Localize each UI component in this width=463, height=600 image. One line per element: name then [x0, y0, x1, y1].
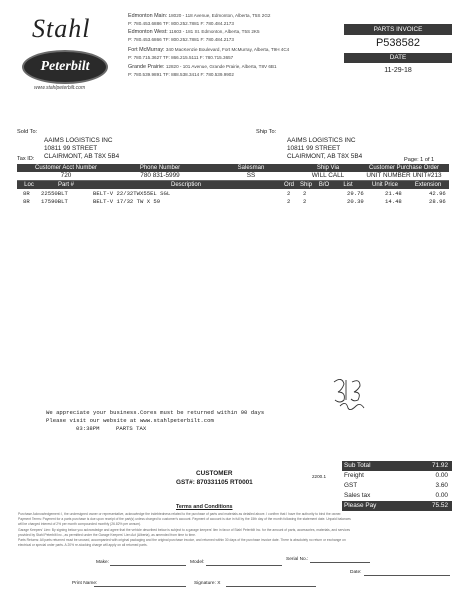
print-name-label: Print Name:	[72, 581, 98, 586]
invoice-date: 11-29-18	[384, 67, 412, 74]
invoice-title: PARTS INVOICE	[344, 24, 452, 35]
phone-value: 780 831-5999	[140, 172, 180, 179]
col-list: List	[343, 182, 353, 188]
company-website: www.stahlpeterbilt.com	[34, 85, 86, 91]
sold-to-label: Sold To:	[17, 129, 38, 135]
customer-label: CUSTOMER	[196, 470, 233, 477]
salesman-value: SS	[246, 172, 256, 179]
signature-line[interactable]	[226, 586, 316, 587]
date-line[interactable]	[364, 575, 450, 576]
col-loc: Loc	[24, 182, 34, 188]
line-item-row: 8R 17590BLT BELT-V 17/32 TW X 59 2 2 20.39 14.48 28.96	[23, 198, 446, 205]
branch-edmonton-west: Edmonton West: 11603 - 181 St. Edmonton, Alberta, T5S 2K5	[128, 29, 260, 35]
subtotal-row: Sub Total 71.92	[342, 461, 452, 471]
customer-acct-header: Customer Acct Number	[34, 165, 98, 171]
freight-row: Freight 0.00	[344, 472, 448, 479]
print-name-line[interactable]	[94, 586, 186, 587]
model-line[interactable]	[206, 565, 282, 566]
handwritten-annotation	[330, 376, 370, 412]
customer-code: 2200.1	[312, 474, 327, 479]
tax-id-label: Tax ID:	[17, 156, 35, 162]
print-time: 03:38PM	[76, 425, 100, 432]
col-bo: B/O	[318, 182, 330, 188]
stahl-logo-text: Stahl	[32, 14, 91, 43]
branch-edmonton-west-phones: P: 780.453.6866 TF: 800.252.7881 F: 780.484.2173	[128, 37, 234, 42]
serial-label: Serial No.:	[286, 557, 309, 562]
terms-text: Purchase Acknowledgement: I, the undersigned owner or representative, acknowledge the indebtedness related to the purchase of parts and materials as detailed above. I confirm that I have the authority to bind the owner. Payment Terms: Payment for a parts purchase is due upon receipt of the part(s) unless charged to customer's account. Payment of account is due in full by the 15th day of the month following the statement date. Unpaid balances will be charged interest of 2% per month compounded monthly (26.82% per annum). Garage Keepers' Lien: By signing below you acknowledge and agree that the vehicle described below is subject to a garage keepers' lien in favor of Stahl Peterbilt Inc. for the amount of parts, accessories, materials, and services provided by Stahl Peterbilt Inc., as permitted under the Garage Keepers' Lien Act (Alberta), as amended from time to time. Parts Returns: All parts returned must be unused, accompanied with original packaging and the original purchase invoice, and returned within 30 days of the purchase invoice date. There is absolutely no return or exchange on electrical or special order parts. A 20% re-stocking charge will apply on all returned parts.	[18, 512, 351, 548]
peterbilt-logo-text: Peterbilt	[40, 59, 90, 74]
ship-to-address: AAIMS LOGISTICS INC 10811 99 STREET CLAIRMONT, AB T8X 5B4	[287, 137, 363, 160]
please-pay-row: Please Pay 75.52	[342, 501, 452, 511]
make-label: Make:	[96, 560, 110, 565]
sold-to-address: AAIMS LOGISTICS INC 10811 99 STREET CLAIRMONT, AB T8X 5B4	[44, 137, 120, 160]
salesman-header: Salesman	[237, 165, 265, 171]
terms-title: Terms and Conditions	[176, 504, 233, 510]
make-line[interactable]	[110, 565, 186, 566]
col-extension: Extension	[414, 182, 442, 188]
serial-line[interactable]	[310, 562, 370, 563]
items-header-bar	[17, 181, 449, 189]
ship-via-value: WILL CALL	[311, 172, 345, 179]
col-ship: Ship	[299, 182, 312, 188]
col-ord: Ord	[283, 182, 294, 188]
peterbilt-logo	[22, 50, 108, 84]
phone-header: Phone Number	[139, 165, 181, 171]
gst-row: GST 3.60	[344, 482, 448, 489]
date-sign-label: Date:	[350, 570, 362, 575]
branch-fort-mcmurray-phones: P: 780.715.3627 TF: 866.215.5111 F: 780.715.3657	[128, 55, 234, 60]
signature-label: Signature: X	[194, 581, 221, 586]
branch-fort-mcmurray: Fort McMurray: 340 MacKenzie Boulevard, Fort McMurray, Alberta, T9H 4C4	[128, 47, 290, 53]
customer-acct-value: 720	[60, 172, 72, 179]
account-values-row	[17, 172, 449, 181]
ship-via-header: Ship Via	[316, 165, 340, 171]
branch-edmonton-main: Edmonton Main: 18020 - 118 Avenue, Edmonton, Alberta, T5S 2G2	[128, 13, 271, 19]
po-header: Customer Purchase Order	[368, 165, 440, 171]
sales-tax-row: Sales tax 0.00	[344, 492, 448, 499]
po-value: UNIT NUMBER UNIT#213	[366, 172, 442, 179]
page-number: Page: 1 of 1	[404, 157, 435, 163]
footer-message: We appreciate your business.Cores must be returned within 90 days Please visit our website at www.stahlpeterbilt.com	[46, 409, 265, 424]
col-part: Part #	[57, 182, 74, 188]
branch-grande-prairie-phones: P: 780.539.9891 TF: 888.538.3414 F: 780.539.9902	[128, 72, 234, 77]
ship-to-label: Ship To:	[256, 129, 277, 135]
col-unit-price: Unit Price	[371, 182, 398, 188]
invoice-number: P538582	[375, 37, 421, 49]
gst-number: GST#: 870331105 RT0001	[176, 479, 253, 486]
branch-grande-prairie: Grande Prairie: 12820 - 101 Avenue, Grande Prairie, Alberta, T8V 6B1	[128, 64, 277, 70]
line-item-row: 8R 22550BLT BELT-V 22/32TWX55EL SGL 2 2 29.76 21.48 42.96	[23, 190, 446, 197]
col-description: Description	[170, 182, 201, 188]
parts-tax-label: PARTS TAX	[116, 425, 147, 432]
branch-edmonton-main-phones: P: 780.453.6886 TF: 800.252.7881 F: 780.484.2173	[128, 21, 234, 26]
date-label: DATE	[344, 53, 452, 63]
model-label: Model:	[190, 560, 205, 565]
account-header-bar	[17, 164, 449, 172]
